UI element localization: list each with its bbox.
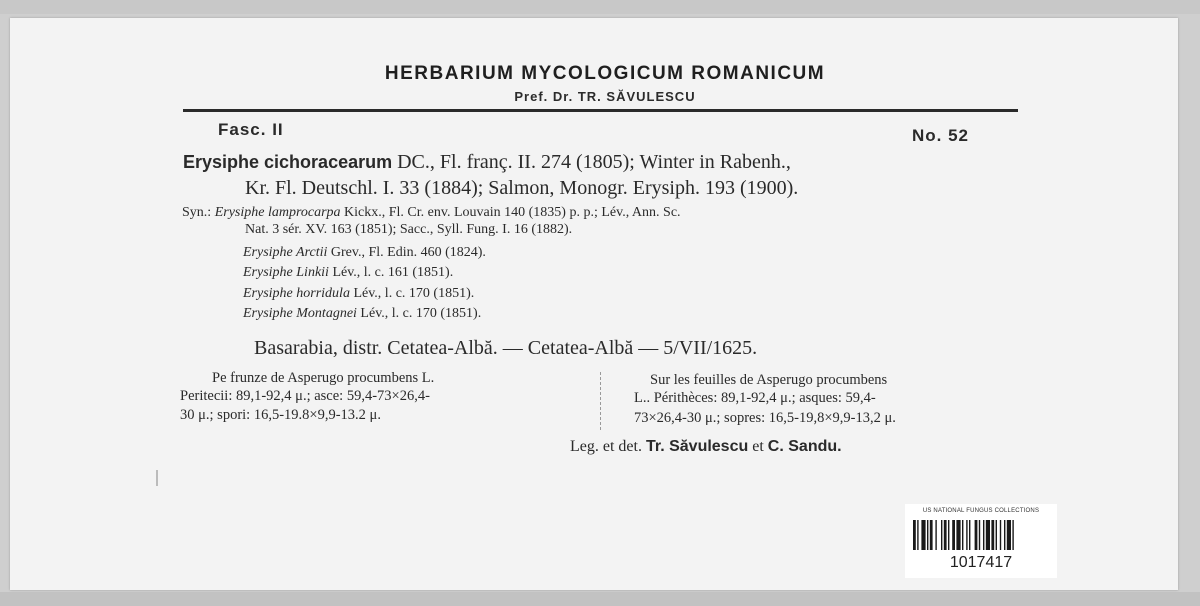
synonym-1-continued: Nat. 3 sér. XV. 163 (1851); Sacc., Syll. Fung. I. 16 (1882). [245, 222, 573, 237]
top-background-strip [0, 0, 1200, 14]
herbarium-subtitle: Pref. Dr. TR. SĂVULESCU [514, 89, 696, 104]
barcode-caption: US NATIONAL FUNGUS COLLECTIONS [922, 508, 1040, 514]
synonym-1 [182, 205, 681, 221]
bottom-background-strip [0, 592, 1200, 606]
species-name: Erysiphe cichoracearum [183, 152, 393, 172]
synonym-4 [243, 286, 474, 302]
paper-mark [156, 470, 158, 486]
barcode-icon [913, 520, 1049, 552]
description-fr-line-3: 73×26,4-30 μ.; sopres: 16,5-19,8×9,9-13,2 μ. [634, 410, 896, 426]
column-divider [600, 372, 605, 430]
barcode-label [905, 504, 1057, 578]
collectors-line [570, 438, 842, 456]
collection-locality: Basarabia, distr. Cetatea-Albă. — Cetatea-Albă — 5/VII/1625. [254, 337, 758, 359]
description-fr-line-2: L.. Périthèces: 89,1-92,4 μ.; asques: 59,4- [634, 390, 876, 406]
description-fr-line-1: Sur les feuilles de Asperugo procumbens [650, 372, 888, 388]
fascicle-label: Fasc. II [218, 120, 284, 139]
synonym-prefix: Syn.: [182, 205, 215, 220]
header-divider [183, 109, 1018, 112]
description-ro-line-2: Peritecii: 89,1-92,4 μ.; asce: 59,4-73×26,4- [180, 388, 430, 404]
description-ro-line-1: Pe frunze de Asperugo procumbens L. [212, 370, 435, 386]
synonym-3-name: Erysiphe Linkii [243, 265, 329, 280]
description-ro-line-3: 30 μ.; spori: 16,5-19.8×9,9-13.2 μ. [180, 407, 381, 423]
collector-2: C. Sandu. [767, 438, 842, 455]
collectors-prefix: Leg. et det. [570, 438, 646, 455]
species-citation-line-2: Kr. Fl. Deutschl. I. 33 (1884); Salmon, Monogr. Erysiph. 193 (1900). [245, 177, 799, 199]
synonym-5-name: Erysiphe Montagnei [243, 306, 357, 321]
herbarium-title: HERBARIUM MYCOLOGICUM ROMANICUM [384, 63, 826, 84]
collectors-joiner: et [748, 438, 768, 455]
synonym-4-name: Erysiphe horridula [243, 286, 350, 301]
species-citation-1: DC., Fl. franç. II. 274 (1805); Winter in Rabenh., [392, 151, 791, 173]
synonym-2-citation: Grev., Fl. Edin. 460 (1824). [327, 245, 486, 260]
synonym-2 [243, 245, 486, 261]
synonym-2-name: Erysiphe Arctii [243, 245, 328, 260]
synonym-3 [243, 265, 453, 281]
synonym-1-name: Erysiphe lamprocarpa [214, 205, 341, 220]
synonym-4-citation: Lév., l. c. 170 (1851). [349, 286, 475, 301]
specimen-number: No. 52 [912, 126, 970, 145]
synonym-3-citation: Lév., l. c. 161 (1851). [328, 265, 454, 280]
synonym-1-citation: Kickx., Fl. Cr. env. Louvain 140 (1835) p. p.; Lév., Ann. Sc. [340, 205, 681, 220]
barcode-number: 1017417 [949, 554, 1013, 571]
collector-1: Tr. Săvulescu [645, 438, 749, 455]
synonym-5 [243, 306, 481, 322]
synonym-5-citation: Lév., l. c. 170 (1851). [356, 306, 482, 321]
species-citation-line-1 [183, 151, 791, 174]
